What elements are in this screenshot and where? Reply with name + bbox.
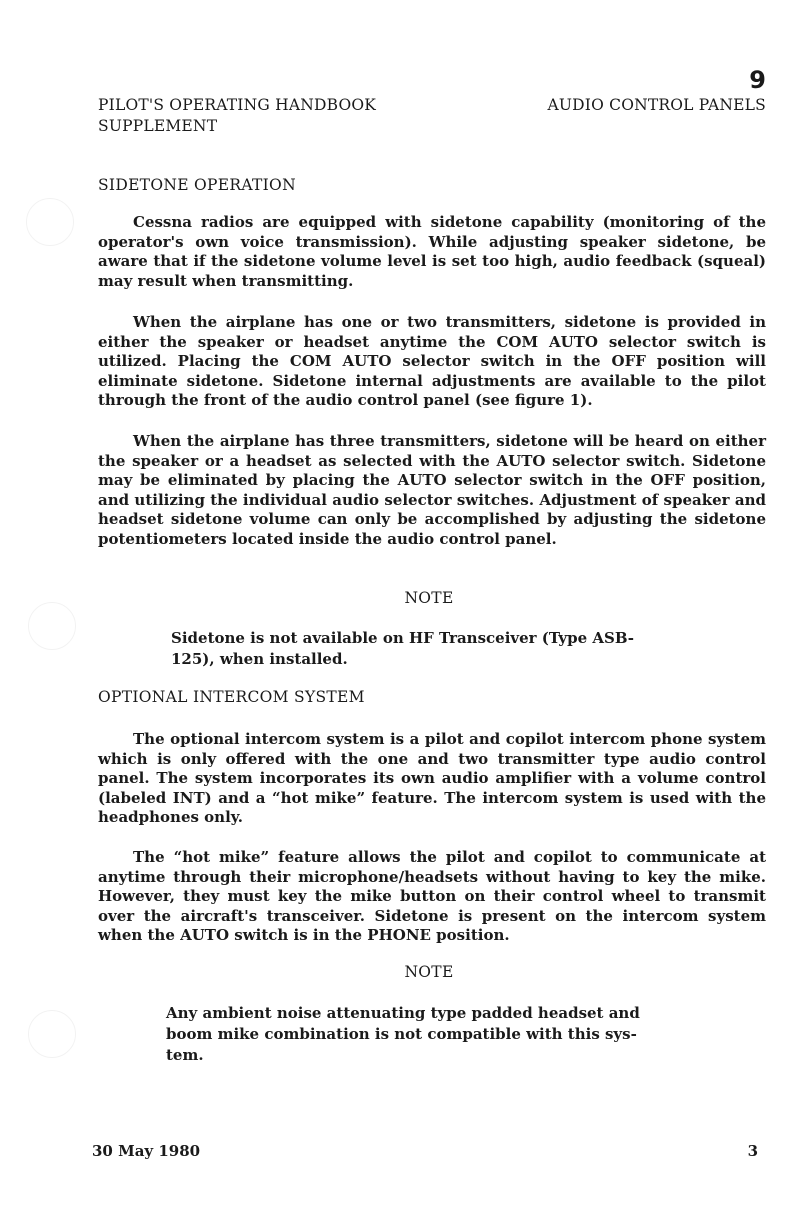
header-handbook-title xyxy=(98,95,376,137)
header-section-title: AUDIO CONTROL PANELS xyxy=(547,96,766,114)
sidetone-heading: SIDETONE OPERATION xyxy=(98,176,296,194)
footer-date: 30 May 1980 xyxy=(92,1142,201,1160)
intercom-note-line3: tem. xyxy=(166,1046,204,1064)
footer-page-number: 3 xyxy=(747,1142,758,1160)
section-number: 9 xyxy=(749,66,766,94)
sidetone-paragraph-2: When the airplane has one or two transmitters, sidetone is provided in either the speaker or headset anytime the COM AUTO selector switch is utilized. Placing the COM AUTO selector switch in the OFF position will eliminate sidetone. Sidetone internal adjustments are available to the pilot through the front of the audio control panel (see figure 1). xyxy=(98,313,766,409)
intercom-heading: OPTIONAL INTERCOM SYSTEM xyxy=(98,688,365,706)
header-left-line2: SUPPLEMENT xyxy=(98,117,218,135)
sidetone-note-line2: 125), when installed. xyxy=(171,650,348,668)
sidetone-note xyxy=(171,628,634,670)
header-left-line1: PILOT'S OPERATING HANDBOOK xyxy=(98,96,377,114)
sidetone-note-line1: Sidetone is not available on HF Transceiver (Type ASB- xyxy=(171,629,635,647)
sidetone-paragraph-3: When the airplane has three transmitters, sidetone will be heard on either the speaker or a headset as selected with the AUTO selector switch. Sidetone may be eliminated by placing the AUTO selector switch in the OFF position, and utilizing the individual audio selector switches. Adjustment of speaker and headset sidetone volume can only be accomplished by adjusting the sidetone potentiometers located inside the audio control panel. xyxy=(98,432,766,548)
scan-artifact xyxy=(28,1010,76,1058)
scan-artifact xyxy=(26,198,74,246)
intercom-note-label: NOTE xyxy=(404,963,454,981)
sidetone-note-label: NOTE xyxy=(404,589,454,607)
scan-artifact xyxy=(28,602,76,650)
intercom-note-line1: Any ambient noise attenuating type padded headset and xyxy=(166,1004,640,1022)
intercom-note xyxy=(166,1003,640,1066)
intercom-paragraph-2: The “hot mike” feature allows the pilot and copilot to communicate at anytime through their microphone/headsets without having to key the mike. However, they must key the mike button on their control wheel to transmit over the aircraft's transceiver. Sidetone is present on the intercom system when the AUTO switch is in the PHONE position. xyxy=(98,848,766,944)
intercom-paragraph-1: The optional intercom system is a pilot and copilot intercom phone system which is only offered with the one and two transmitter type audio control panel. The system incorporates its own audio amplifier with a volume control (labeled INT) and a “hot mike” feature. The intercom system is used with the headphones only. xyxy=(98,730,766,826)
intercom-note-line2: boom mike combination is not compatible with this sys- xyxy=(166,1025,637,1043)
sidetone-paragraph-1: Cessna radios are equipped with sidetone capability (monitoring of the operator's own voice transmission). While adjusting speaker sidetone, be aware that if the sidetone volume level is set too high, audio feedback (squeal) may result when transmitting. xyxy=(98,213,766,290)
